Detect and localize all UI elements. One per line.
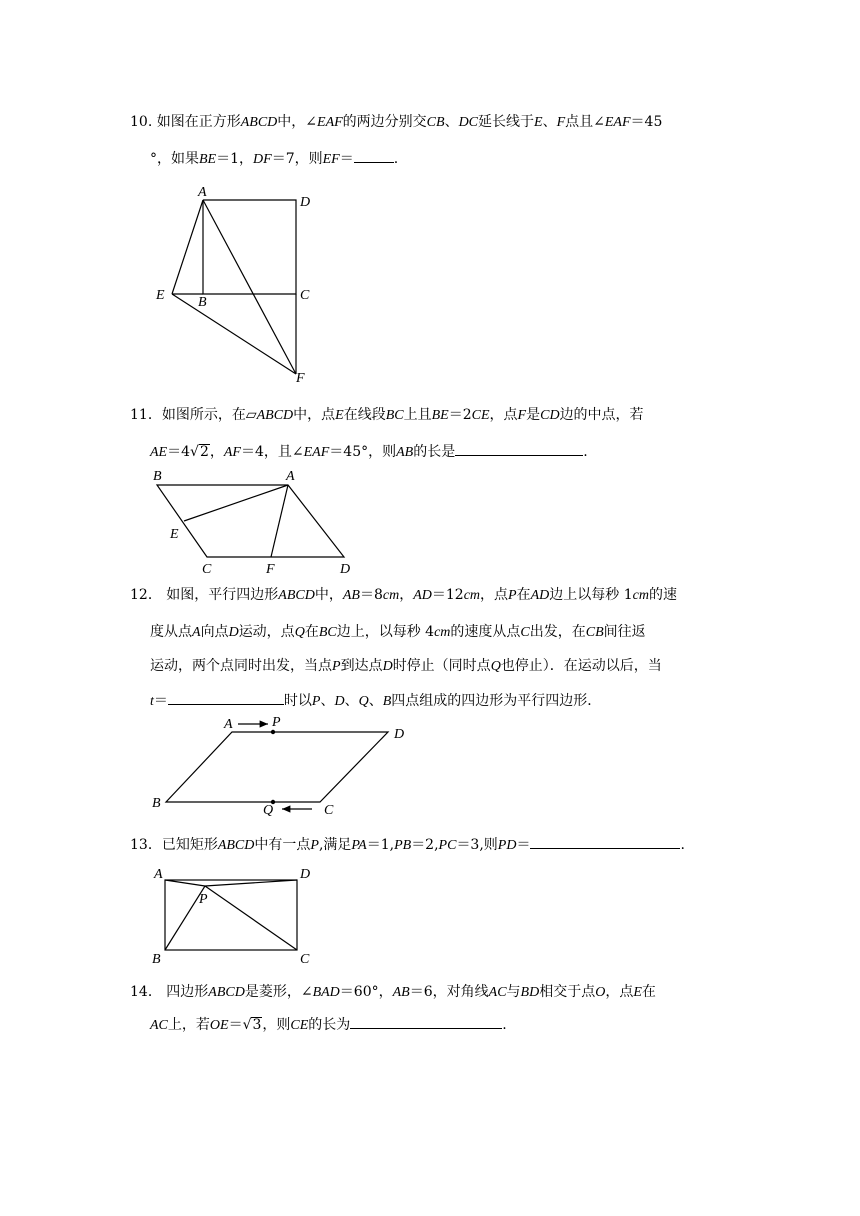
q13-label-A: A	[154, 867, 163, 882]
q13-label-C: C	[300, 952, 310, 967]
q11-label-D: D	[340, 562, 351, 577]
q11-line2: AE＝4√2，AF＝4，且∠EAF＝45°，则AB的长是 .	[150, 441, 588, 463]
q11-label-F: F	[266, 562, 275, 577]
q12-line4: t＝ 时以P、D、Q、B四点组成的四边形为平行四边形．	[150, 690, 601, 712]
q12-line2: 度从点A向点D运动，点Q在BC边上，以每秒 4cm的速度从点C出发，在CB间往返	[150, 624, 646, 640]
q13-label-D: D	[300, 867, 311, 882]
q11-label-E: E	[170, 527, 179, 542]
q12-label-C: C	[324, 803, 334, 818]
q12-label-B: B	[152, 796, 161, 811]
q12-label-P: P	[272, 715, 281, 730]
q10-label-E: E	[156, 288, 165, 303]
q11-label-A: A	[286, 469, 295, 484]
q12-label-D: D	[394, 727, 405, 742]
q10-line2: °，如果BE＝1，DF＝7，则EF＝ .	[150, 148, 398, 170]
q10-label-B: B	[198, 295, 207, 310]
q10-label-A: A	[198, 185, 207, 200]
q11-line1: 11．如图所示，在▱ABCD中，点E在线段BC上且BE＝2CE，点F是CD边的中点，若	[130, 407, 644, 423]
q14-line1: 14． 四边形ABCD是菱形，∠BAD＝60°，AB＝6，对角线AC与BD相交于点O，点E在	[130, 984, 656, 1000]
q12-line3: 运动，两个点同时出发，当点P到达点D时停止（同时点Q也停止）．在运动以后，当	[150, 658, 662, 674]
q10-label-C: C	[300, 288, 310, 303]
q13-label-B: B	[152, 952, 161, 967]
q12-line1: 12． 如图，平行四边形ABCD中，AB＝8cm，AD＝12cm，点P在AD边上以每秒 1cm的速	[130, 587, 677, 603]
q11-label-B: B	[153, 469, 162, 484]
q14-answer-blank[interactable]	[350, 1014, 502, 1029]
q10-label-F: F	[296, 371, 305, 386]
q10-label-D: D	[300, 195, 311, 210]
q13-line1: 13．已知矩形ABCD中有一点P,满足PA＝1,PB＝2,PC＝3,则PD＝ .	[130, 834, 685, 856]
q12-label-A: A	[224, 717, 233, 732]
q14-line2: AC上，若OE＝√3，则CE的长为 .	[150, 1014, 507, 1036]
q11-label-C: C	[202, 562, 212, 577]
q13-label-P: P	[199, 892, 208, 907]
q10-line1: 10. 如图在正方形ABCD中，∠EAF的两边分别交CB、DC延长线于E、F点且∠EAF＝45	[130, 114, 663, 130]
q12-label-Q: Q	[263, 803, 274, 818]
